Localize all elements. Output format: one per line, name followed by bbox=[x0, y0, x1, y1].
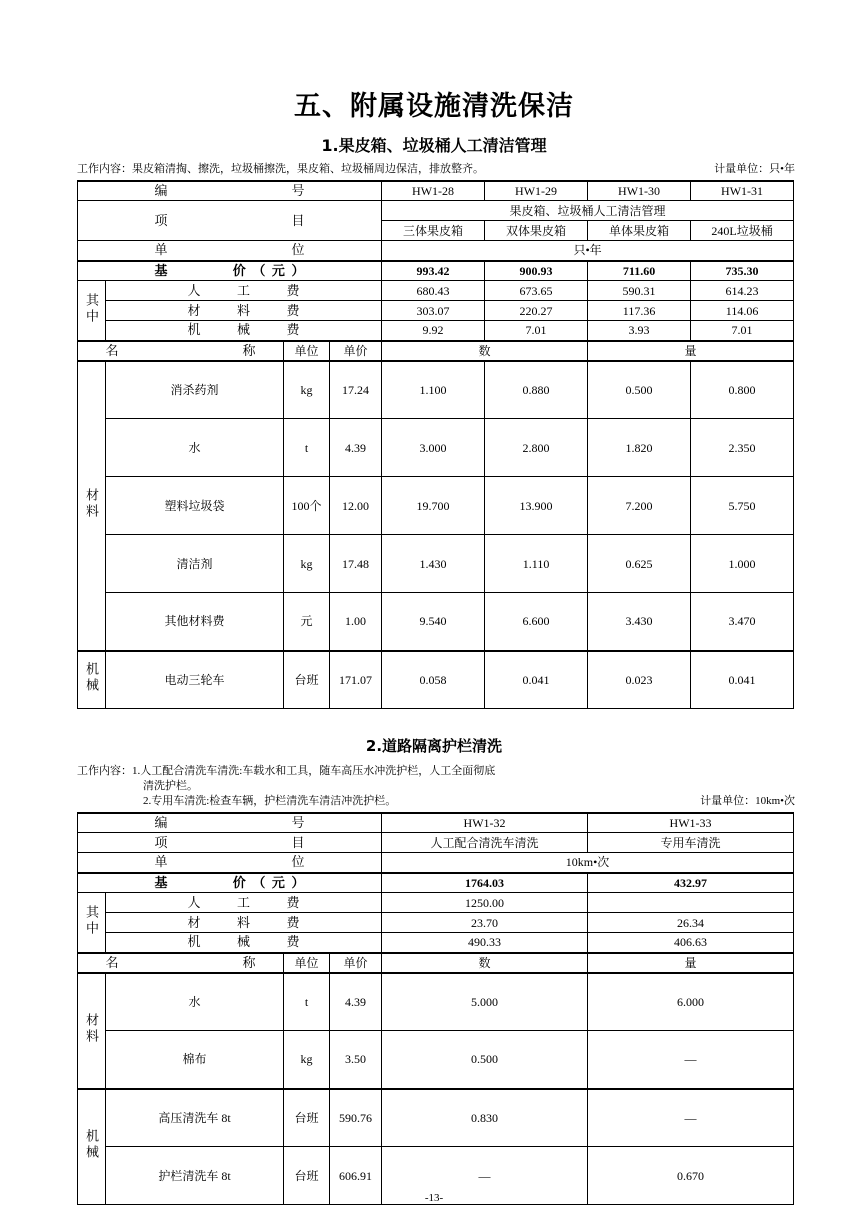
item-cell-3: 240L垃圾桶 bbox=[691, 221, 794, 241]
work-content-line-3: 2.专用车清洗:检查车辆，护栏清洗车清洁冲洗护栏。 bbox=[143, 795, 397, 807]
machine-cost-1: 7.01 bbox=[485, 321, 588, 341]
machine-qty-0-0: 0.058 bbox=[382, 651, 485, 709]
material-qty-0-3: 0.800 bbox=[691, 361, 794, 419]
section-2-title: 2.道路隔离护栏清洗 bbox=[365, 737, 503, 755]
base-price-0: 993.42 bbox=[382, 261, 485, 281]
table-row bbox=[78, 1031, 794, 1089]
unit-note-2: 计量单位：10km•次 bbox=[700, 795, 795, 807]
label-code: 编 号 bbox=[78, 813, 382, 833]
col-header-qty-b: 量 bbox=[588, 953, 794, 973]
table-row bbox=[78, 477, 794, 535]
machine-price-0: 590.76 bbox=[330, 1089, 382, 1147]
table-row bbox=[78, 593, 794, 651]
code-cell-1: HW1-33 bbox=[588, 813, 794, 833]
work-content-line-2: 清洗护栏。 bbox=[143, 780, 198, 792]
table-row-code bbox=[78, 181, 794, 201]
material-qty-1-1: — bbox=[588, 1031, 794, 1089]
material-qty-3-2: 0.625 bbox=[588, 535, 691, 593]
col-header-price: 单价 bbox=[330, 341, 382, 361]
labor-3: 614.23 bbox=[691, 281, 794, 301]
col-header-price: 单价 bbox=[330, 953, 382, 973]
work-content-line-1: 1.人工配合清洗车清洗:车载水和工具，随车高压水冲洗护栏，人工全面彻底 bbox=[132, 765, 496, 777]
material-name-1: 水 bbox=[106, 419, 284, 477]
label-of-which: 其中 bbox=[78, 893, 106, 953]
material-cost-3: 114.06 bbox=[691, 301, 794, 321]
label-machine-cost: 机 械 费 bbox=[106, 321, 382, 341]
item-cell-0: 人工配合清洗车清洗 bbox=[382, 833, 588, 853]
machine-name-0: 高压清洗车 8t bbox=[106, 1089, 284, 1147]
code-cell-2: HW1-30 bbox=[588, 181, 691, 201]
table-row-material-cost bbox=[78, 913, 794, 933]
table-row bbox=[78, 361, 794, 419]
label-machine-group: 机械 bbox=[78, 651, 106, 709]
item-group-cell: 果皮箱、垃圾桶人工清洁管理 bbox=[382, 201, 794, 221]
table-row-labor bbox=[78, 893, 794, 913]
label-labor: 人 工 费 bbox=[106, 281, 382, 301]
label-item: 项 目 bbox=[78, 833, 382, 853]
table-row-subheader bbox=[78, 953, 794, 973]
code-cell-0: HW1-28 bbox=[382, 181, 485, 201]
col-header-qty-b: 量 bbox=[588, 341, 794, 361]
material-qty-4-3: 3.470 bbox=[691, 593, 794, 651]
material-qty-4-2: 3.430 bbox=[588, 593, 691, 651]
machine-qty-0-3: 0.041 bbox=[691, 651, 794, 709]
code-cell-1: HW1-29 bbox=[485, 181, 588, 201]
code-cell-3: HW1-31 bbox=[691, 181, 794, 201]
labor-1: 673.65 bbox=[485, 281, 588, 301]
page-number: -13- bbox=[424, 1192, 444, 1204]
material-qty-0-1: 0.880 bbox=[485, 361, 588, 419]
table-row-machine-cost bbox=[78, 321, 794, 341]
material-cost-2: 117.36 bbox=[588, 301, 691, 321]
material-name-3: 清洁剂 bbox=[106, 535, 284, 593]
estimate-table-1 bbox=[77, 180, 794, 709]
col-header-unit: 单位 bbox=[284, 953, 330, 973]
machine-price-0: 171.07 bbox=[330, 651, 382, 709]
table-row-unit bbox=[78, 853, 794, 873]
estimate-table-2 bbox=[77, 812, 794, 1205]
material-unit-2: 100个 bbox=[284, 477, 330, 535]
label-item: 项 目 bbox=[78, 201, 382, 241]
material-qty-4-1: 6.600 bbox=[485, 593, 588, 651]
base-price-3: 735.30 bbox=[691, 261, 794, 281]
base-price-1: 900.93 bbox=[485, 261, 588, 281]
material-name-2: 塑料垃圾袋 bbox=[106, 477, 284, 535]
material-cost-1: 220.27 bbox=[485, 301, 588, 321]
material-qty-1-0: 3.000 bbox=[382, 419, 485, 477]
machine-qty-0-1: 0.041 bbox=[485, 651, 588, 709]
section-2-work-content bbox=[0, 764, 868, 809]
machine-name-1: 护栏清洗车 8t bbox=[106, 1147, 284, 1205]
label-material-group: 材料 bbox=[78, 361, 106, 651]
section-1-work-content bbox=[0, 162, 868, 177]
material-qty-0-2: 0.500 bbox=[588, 361, 691, 419]
material-qty-3-0: 1.430 bbox=[382, 535, 485, 593]
machine-name-0: 电动三轮车 bbox=[106, 651, 284, 709]
material-unit-4: 元 bbox=[284, 593, 330, 651]
item-cell-1: 专用车清洗 bbox=[588, 833, 794, 853]
item-cell-1: 双体果皮箱 bbox=[485, 221, 588, 241]
machine-unit-0: 台班 bbox=[284, 651, 330, 709]
table-row-material-cost bbox=[78, 301, 794, 321]
col-header-qty-a: 数 bbox=[382, 341, 588, 361]
table-row bbox=[78, 651, 794, 709]
table-row bbox=[78, 419, 794, 477]
unit-note-1: 计量单位：只•年 bbox=[714, 163, 795, 175]
material-qty-2-2: 7.200 bbox=[588, 477, 691, 535]
machine-qty-0-1: — bbox=[588, 1089, 794, 1147]
material-qty-2-1: 13.900 bbox=[485, 477, 588, 535]
label-material-cost: 材 料 费 bbox=[106, 913, 382, 933]
table-row bbox=[78, 1089, 794, 1147]
label-of-which: 其中 bbox=[78, 281, 106, 341]
table-row-machine-cost bbox=[78, 933, 794, 953]
work-content-text-1: 果皮箱清掏、擦洗，垃圾桶擦洗，果皮箱、垃圾桶周边保洁，排放整齐。 bbox=[132, 163, 484, 175]
machine-cost-0: 490.33 bbox=[382, 933, 588, 953]
table-row-code bbox=[78, 813, 794, 833]
material-price-2: 12.00 bbox=[330, 477, 382, 535]
material-qty-2-3: 5.750 bbox=[691, 477, 794, 535]
label-code: 编 号 bbox=[78, 181, 382, 201]
material-price-4: 1.00 bbox=[330, 593, 382, 651]
material-name-0: 消杀药剂 bbox=[106, 361, 284, 419]
table-row bbox=[78, 973, 794, 1031]
label-base-price: 基 价（元） bbox=[78, 261, 382, 281]
material-qty-1-2: 1.820 bbox=[588, 419, 691, 477]
machine-price-1: 606.91 bbox=[330, 1147, 382, 1205]
material-unit-0: t bbox=[284, 973, 330, 1031]
machine-cost-3: 7.01 bbox=[691, 321, 794, 341]
material-qty-4-0: 9.540 bbox=[382, 593, 485, 651]
material-name-1: 棉布 bbox=[106, 1031, 284, 1089]
table-1-wrapper bbox=[0, 180, 868, 709]
machine-qty-1-1: 0.670 bbox=[588, 1147, 794, 1205]
machine-cost-2: 3.93 bbox=[588, 321, 691, 341]
material-cost-0: 303.07 bbox=[382, 301, 485, 321]
unit-value-cell: 10km•次 bbox=[382, 853, 794, 873]
work-content-label-2: 工作内容： bbox=[77, 765, 132, 777]
material-qty-1-0: 0.500 bbox=[382, 1031, 588, 1089]
label-unit: 单 位 bbox=[78, 241, 382, 261]
material-unit-0: kg bbox=[284, 361, 330, 419]
section-1-title: 1.果皮箱、垃圾桶人工清洁管理 bbox=[321, 136, 547, 155]
labor-0: 680.43 bbox=[382, 281, 485, 301]
label-labor: 人 工 费 bbox=[106, 893, 382, 913]
material-price-3: 17.48 bbox=[330, 535, 382, 593]
material-price-1: 4.39 bbox=[330, 419, 382, 477]
label-machine-group: 机械 bbox=[78, 1089, 106, 1205]
material-qty-3-3: 1.000 bbox=[691, 535, 794, 593]
table-row-labor bbox=[78, 281, 794, 301]
material-qty-1-1: 2.800 bbox=[485, 419, 588, 477]
machine-cost-1: 406.63 bbox=[588, 933, 794, 953]
table-row-unit bbox=[78, 241, 794, 261]
machine-qty-1-0: — bbox=[382, 1147, 588, 1205]
labor-0: 1250.00 bbox=[382, 893, 588, 913]
labor-2: 590.31 bbox=[588, 281, 691, 301]
table-row-base-price bbox=[78, 261, 794, 281]
material-name-4: 其他材料费 bbox=[106, 593, 284, 651]
material-qty-2-0: 19.700 bbox=[382, 477, 485, 535]
table-row-subheader bbox=[78, 341, 794, 361]
material-unit-3: kg bbox=[284, 535, 330, 593]
code-cell-0: HW1-32 bbox=[382, 813, 588, 833]
base-price-1: 432.97 bbox=[588, 873, 794, 893]
item-cell-0: 三体果皮箱 bbox=[382, 221, 485, 241]
machine-qty-0-2: 0.023 bbox=[588, 651, 691, 709]
label-material-cost: 材 料 费 bbox=[106, 301, 382, 321]
col-header-name: 名 称 bbox=[78, 953, 284, 973]
col-header-unit: 单位 bbox=[284, 341, 330, 361]
label-base-price: 基 价（元） bbox=[78, 873, 382, 893]
table-row-item-group bbox=[78, 201, 794, 221]
material-price-1: 3.50 bbox=[330, 1031, 382, 1089]
material-price-0: 17.24 bbox=[330, 361, 382, 419]
material-qty-0-0: 5.000 bbox=[382, 973, 588, 1031]
col-header-qty-a: 数 bbox=[382, 953, 588, 973]
table-row-base-price bbox=[78, 873, 794, 893]
material-unit-1: kg bbox=[284, 1031, 330, 1089]
table-row bbox=[78, 535, 794, 593]
machine-cost-0: 9.92 bbox=[382, 321, 485, 341]
machine-unit-0: 台班 bbox=[284, 1089, 330, 1147]
label-unit: 单 位 bbox=[78, 853, 382, 873]
label-material-group: 材料 bbox=[78, 973, 106, 1089]
machine-qty-0-0: 0.830 bbox=[382, 1089, 588, 1147]
machine-unit-1: 台班 bbox=[284, 1147, 330, 1205]
table-2-wrapper bbox=[0, 812, 868, 1205]
material-qty-0-1: 6.000 bbox=[588, 973, 794, 1031]
material-qty-0-0: 1.100 bbox=[382, 361, 485, 419]
material-unit-1: t bbox=[284, 419, 330, 477]
work-content-label-1: 工作内容： bbox=[77, 163, 132, 175]
item-cell-2: 单体果皮箱 bbox=[588, 221, 691, 241]
material-price-0: 4.39 bbox=[330, 973, 382, 1031]
table-row-items bbox=[78, 833, 794, 853]
unit-value-cell: 只•年 bbox=[382, 241, 794, 261]
material-qty-1-3: 2.350 bbox=[691, 419, 794, 477]
page-title: 五、附属设施清洗保洁 bbox=[294, 91, 574, 122]
material-cost-0: 23.70 bbox=[382, 913, 588, 933]
labor-1 bbox=[588, 893, 794, 913]
material-name-0: 水 bbox=[106, 973, 284, 1031]
base-price-2: 711.60 bbox=[588, 261, 691, 281]
label-machine-cost: 机 械 费 bbox=[106, 933, 382, 953]
base-price-0: 1764.03 bbox=[382, 873, 588, 893]
material-cost-1: 26.34 bbox=[588, 913, 794, 933]
material-qty-3-1: 1.110 bbox=[485, 535, 588, 593]
col-header-name: 名 称 bbox=[78, 341, 284, 361]
